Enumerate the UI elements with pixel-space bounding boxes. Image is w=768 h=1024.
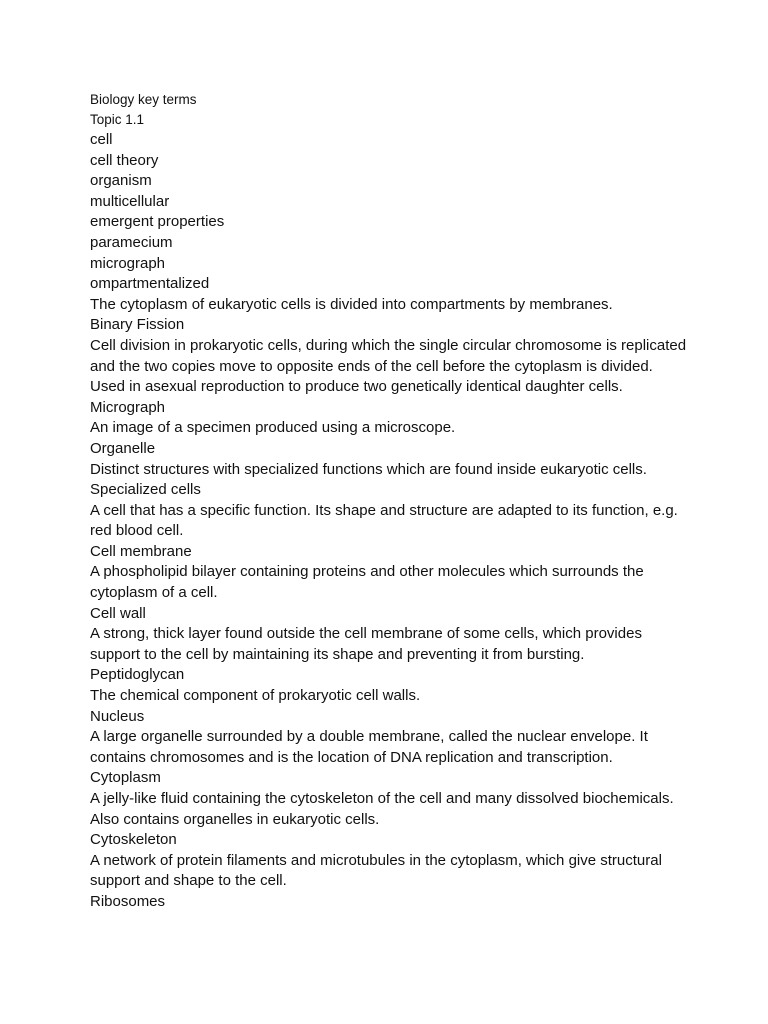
term-micrograph: Micrograph — [90, 398, 166, 416]
term-cell: cell — [90, 131, 113, 148]
document-heading: Biology key terms — [90, 92, 197, 107]
term-cell-wall: Cell wall — [90, 604, 146, 622]
definition-cell-wall: A strong, thick layer found outside the cell membrane of some cells, which provides support to the cell by maintaining its shape and preventing it from bursting. — [90, 625, 642, 663]
term-cytoplasm: Cytoplasm — [90, 769, 161, 787]
term-micrograph-lowercase: micrograph — [90, 254, 166, 272]
term-cytoskeleton: Cytoskeleton — [90, 831, 177, 849]
term-binary-fission: Binary Fission — [90, 316, 185, 334]
term-cell-membrane: Cell membrane — [90, 542, 192, 560]
definition-compartmentalized: The cytoplasm of eukaryotic cells is divided into compartments by membranes. — [90, 295, 613, 313]
term-cell-theory: cell theory — [90, 151, 159, 169]
document-body — [90, 90, 690, 913]
term-organism: organism — [90, 172, 152, 190]
term-multicellular: multicellular — [90, 192, 170, 210]
definition-organelle: Distinct structures with specialized functions which are found inside eukaryotic cells. — [90, 460, 647, 478]
definition-specialized-cells: A cell that has a specific function. Its shape and structure are adapted to its function, e.g. red blood cell. — [90, 501, 678, 540]
definition-binary-fission: Cell division in prokaryotic cells, during which the single circular chromosome is replicated and the two copies move to opposite ends of the cell before the cytoplasm is divided. Used in asexual reproduction to produce two genetically identical daughter cells. — [90, 336, 687, 396]
definition-nucleus: A large organelle surrounded by a double membrane, called the nuclear envelope. It contains chromosomes and is the location of DNA replication and transcription. — [90, 728, 648, 766]
term-peptidoglycan: Peptidoglycan — [90, 666, 185, 684]
definition-cell-membrane: A phospholipid bilayer containing proteins and other molecules which surrounds the cytoplasm of a cell. — [90, 563, 644, 602]
term-nucleus: Nucleus — [90, 707, 145, 725]
term-compartmentalized: ompartmentalized — [90, 275, 210, 293]
term-emergent-properties: emergent properties — [90, 213, 225, 231]
term-organelle: Organelle — [90, 439, 156, 457]
definition-micrograph: An image of a specimen produced using a microscope. — [90, 419, 456, 437]
term-paramecium: paramecium — [90, 233, 173, 251]
definition-cytoplasm: A jelly-like fluid containing the cytoskeleton of the cell and many dissolved biochemicals. Also contains organelles in eukaryotic cells. — [90, 790, 674, 828]
definition-peptidoglycan: The chemical component of prokaryotic cell walls. — [90, 687, 421, 705]
definition-cytoskeleton: A network of protein filaments and microtubules in the cytoplasm, which give structural support and shape to the cell. — [90, 851, 662, 890]
term-ribosomes: Ribosomes — [90, 892, 166, 910]
topic-label: Topic 1.1 — [90, 112, 145, 127]
term-specialized-cells: Specialized cells — [90, 481, 201, 499]
